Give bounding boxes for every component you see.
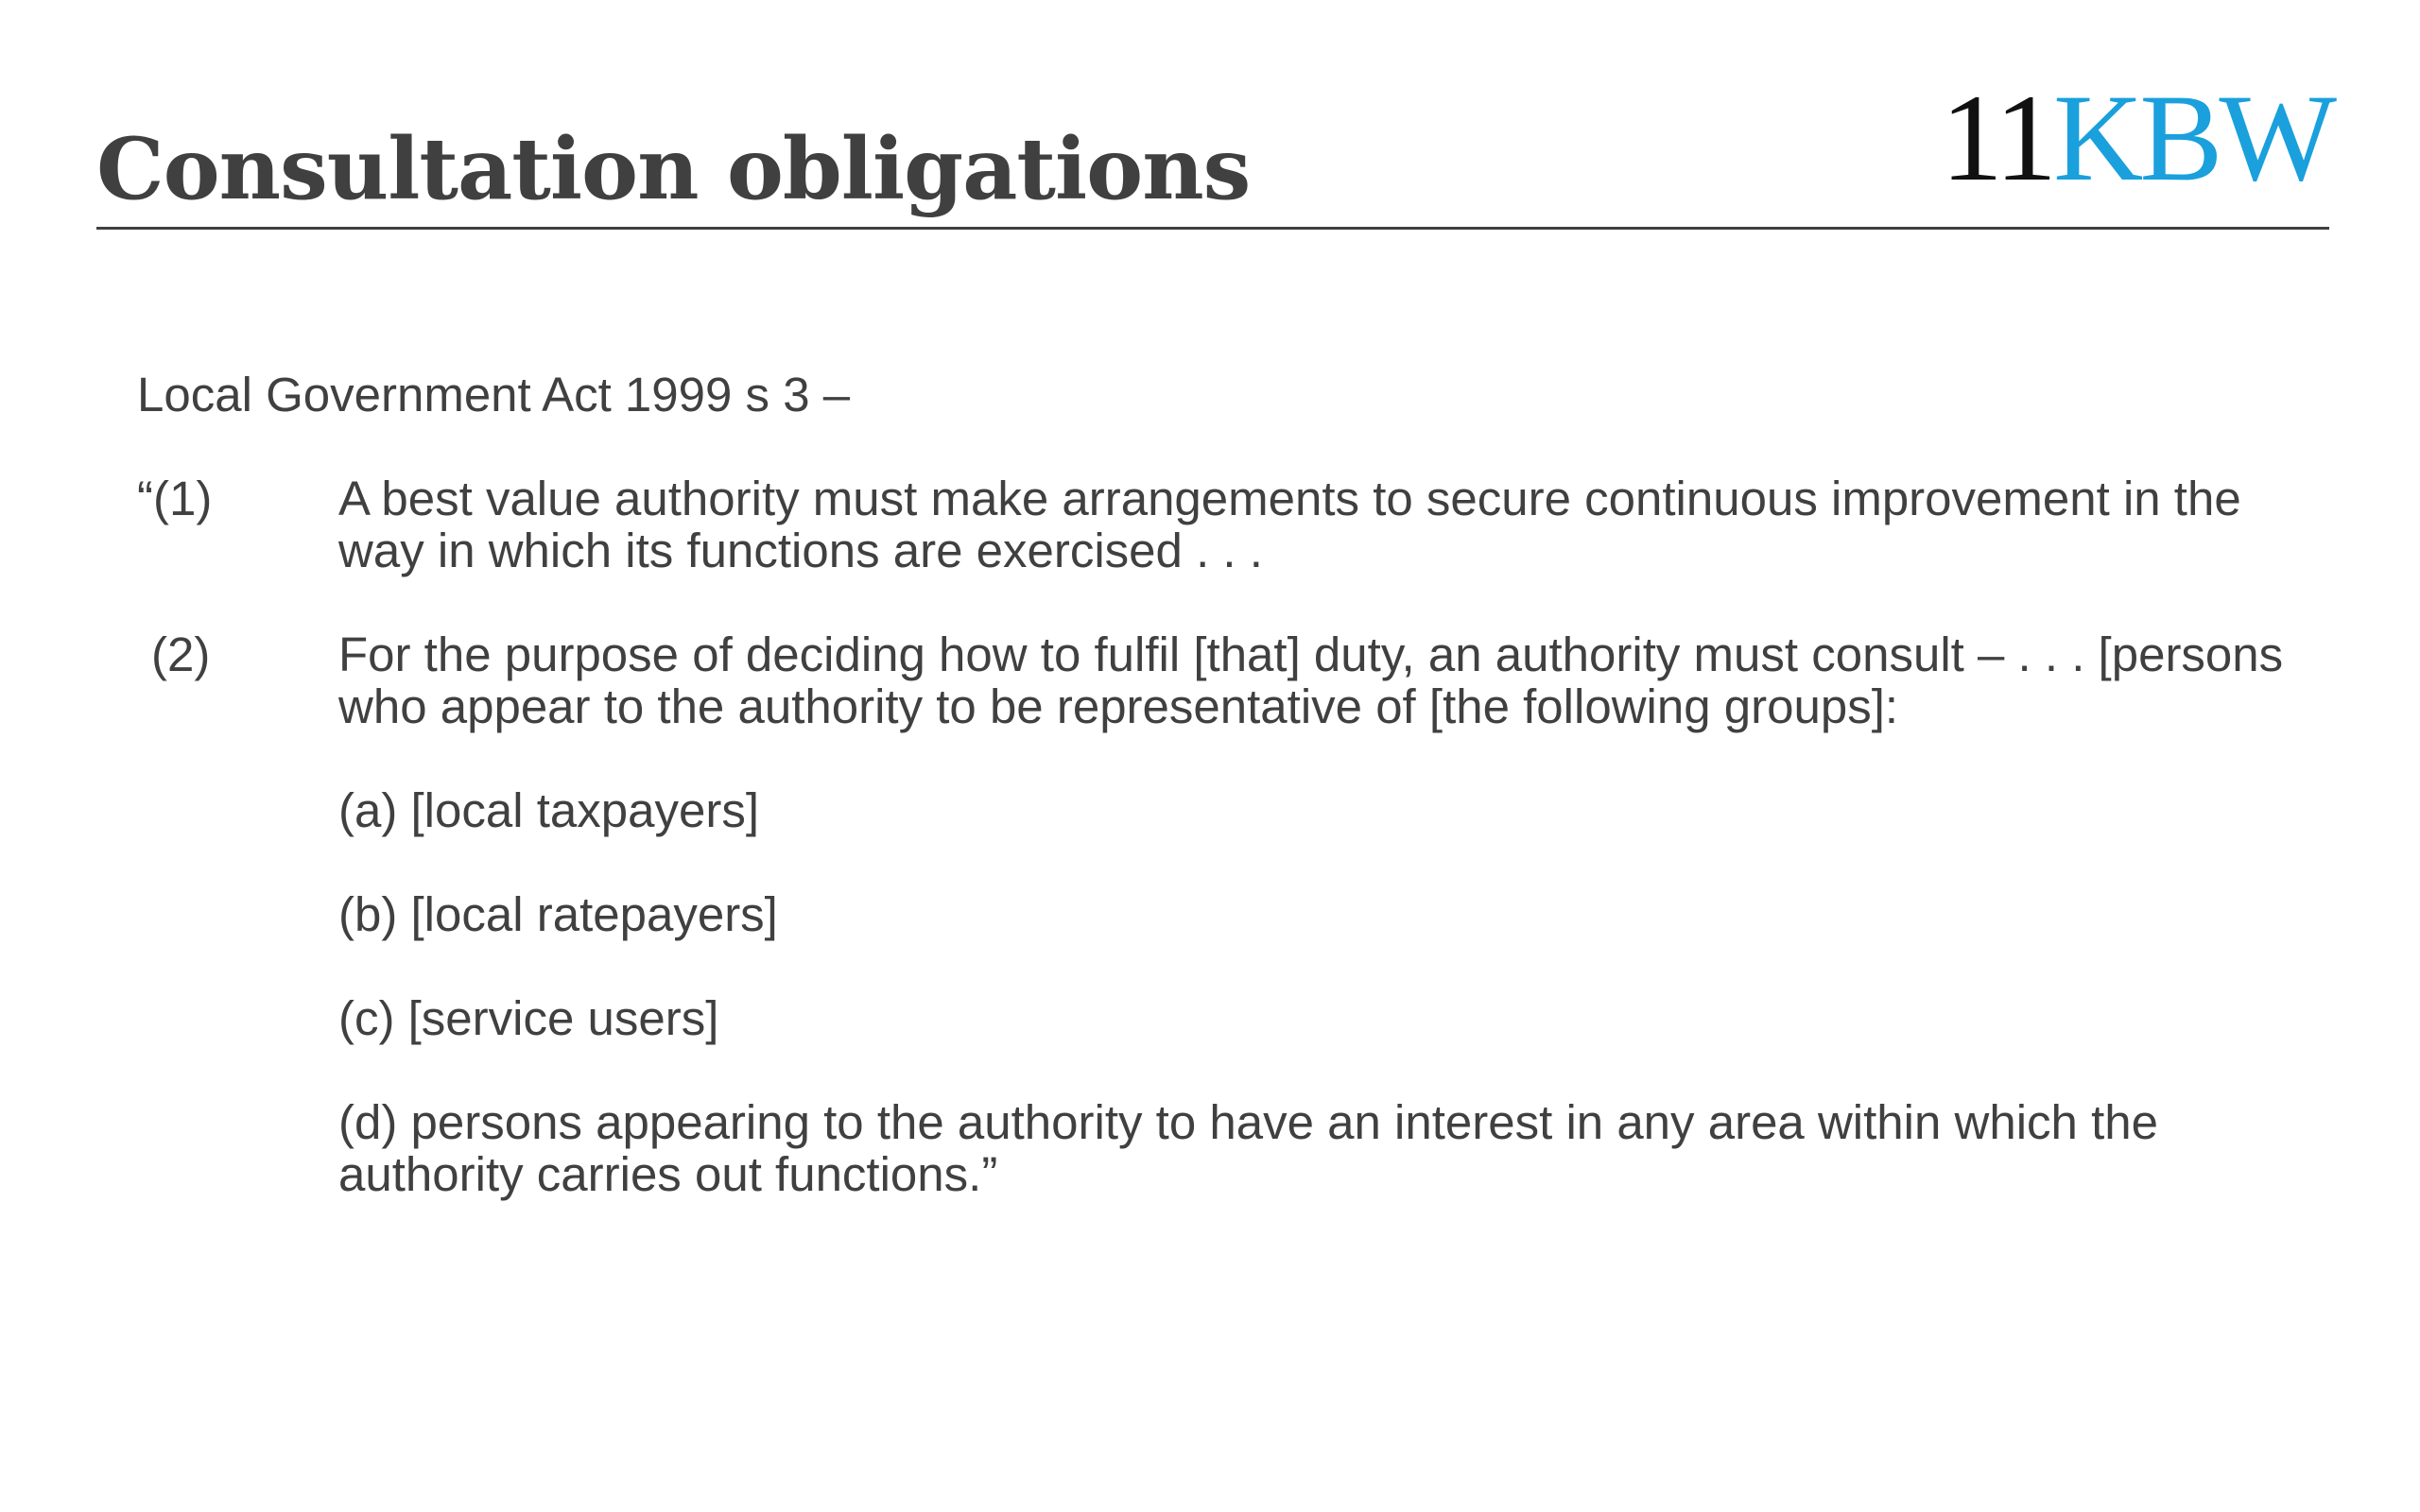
logo-number: 11 <box>1940 68 2054 207</box>
list-item: (d) persons appearing to the authority to have an interest in any area within which the authority carries out functions.” <box>338 1095 2158 1201</box>
subsection-2 <box>137 628 2311 732</box>
firm-logo <box>1940 68 2333 207</box>
list-item: (a) [local taxpayers] <box>338 783 760 837</box>
title-divider <box>96 227 2329 230</box>
statute-reference: Local Government Act 1999 s 3 – <box>137 368 851 421</box>
subsection-number: (2) <box>151 627 211 681</box>
subsection-text: A best value authority must make arrangements to secure continuous improvement in the way in which its functions are exercised . . . <box>338 472 2241 577</box>
list-item: (c) [service users] <box>338 991 719 1045</box>
list-item: (b) [local ratepayers] <box>338 887 778 941</box>
subsection-text: For the purpose of deciding how to fulfil [that] duty, an authority must consult – . . . [persons who appear to the authority to be representative of [the following groups]: <box>338 627 2284 733</box>
slide-body <box>137 369 2311 1252</box>
logo-name: KBW <box>2053 68 2333 207</box>
subsection-1 <box>137 472 2311 576</box>
slide-title: Consultation obligations <box>96 119 1251 219</box>
subsection-number: “(1) <box>137 472 213 525</box>
